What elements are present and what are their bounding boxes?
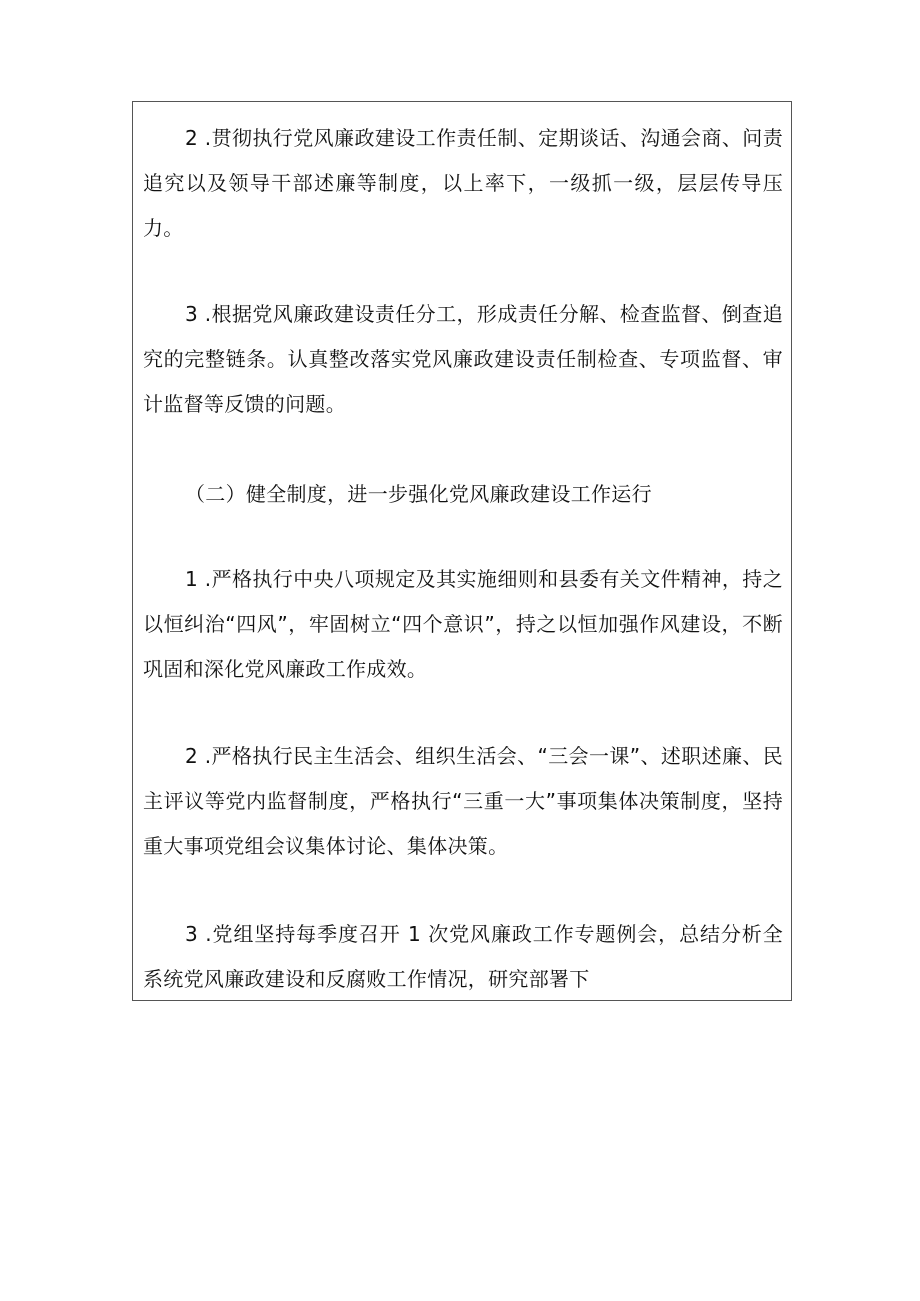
document-frame: [132, 101, 792, 1001]
section-heading-system: （二）健全制度，进一步强化党风廉政建设工作运行: [185, 482, 652, 506]
paragraph-supervision: 2 .严格执行民主生活会、组织生活会、“三会一课”、述职述廉、民主评议等党内监督制度，严格执行“三重一大”事项集体决策制度，坚持重大事项党组会议集体讨论、集体决策。: [143, 744, 783, 858]
paragraph-quarterly-meeting: 3 .党组坚持每季度召开 1 次党风廉政工作专题例会，总结分析全系统党风廉政建设和反腐败工作情况，研究部署下: [143, 922, 783, 991]
paragraph-responsibility-chain: 3 .根据党风廉政建设责任分工，形成责任分解、检查监督、倒查追究的完整链条。认真整改落实党风廉政建设责任制检查、专项监督、审计监督等反馈的问题。: [143, 302, 783, 416]
paragraph-eight-rules: 1 .严格执行中央八项规定及其实施细则和县委有关文件精神，持之以恒纠治“四风”，牢固树立“四个意识”，持之以恒加强作风建设，不断巩固和深化党风廉政工作成效。: [143, 567, 783, 681]
paragraph-accountability: 2 .贯彻执行党风廉政建设工作责任制、定期谈话、沟通会商、问责追究以及领导干部述廉等制度，以上率下，一级抓一级，层层传导压力。: [143, 126, 783, 240]
